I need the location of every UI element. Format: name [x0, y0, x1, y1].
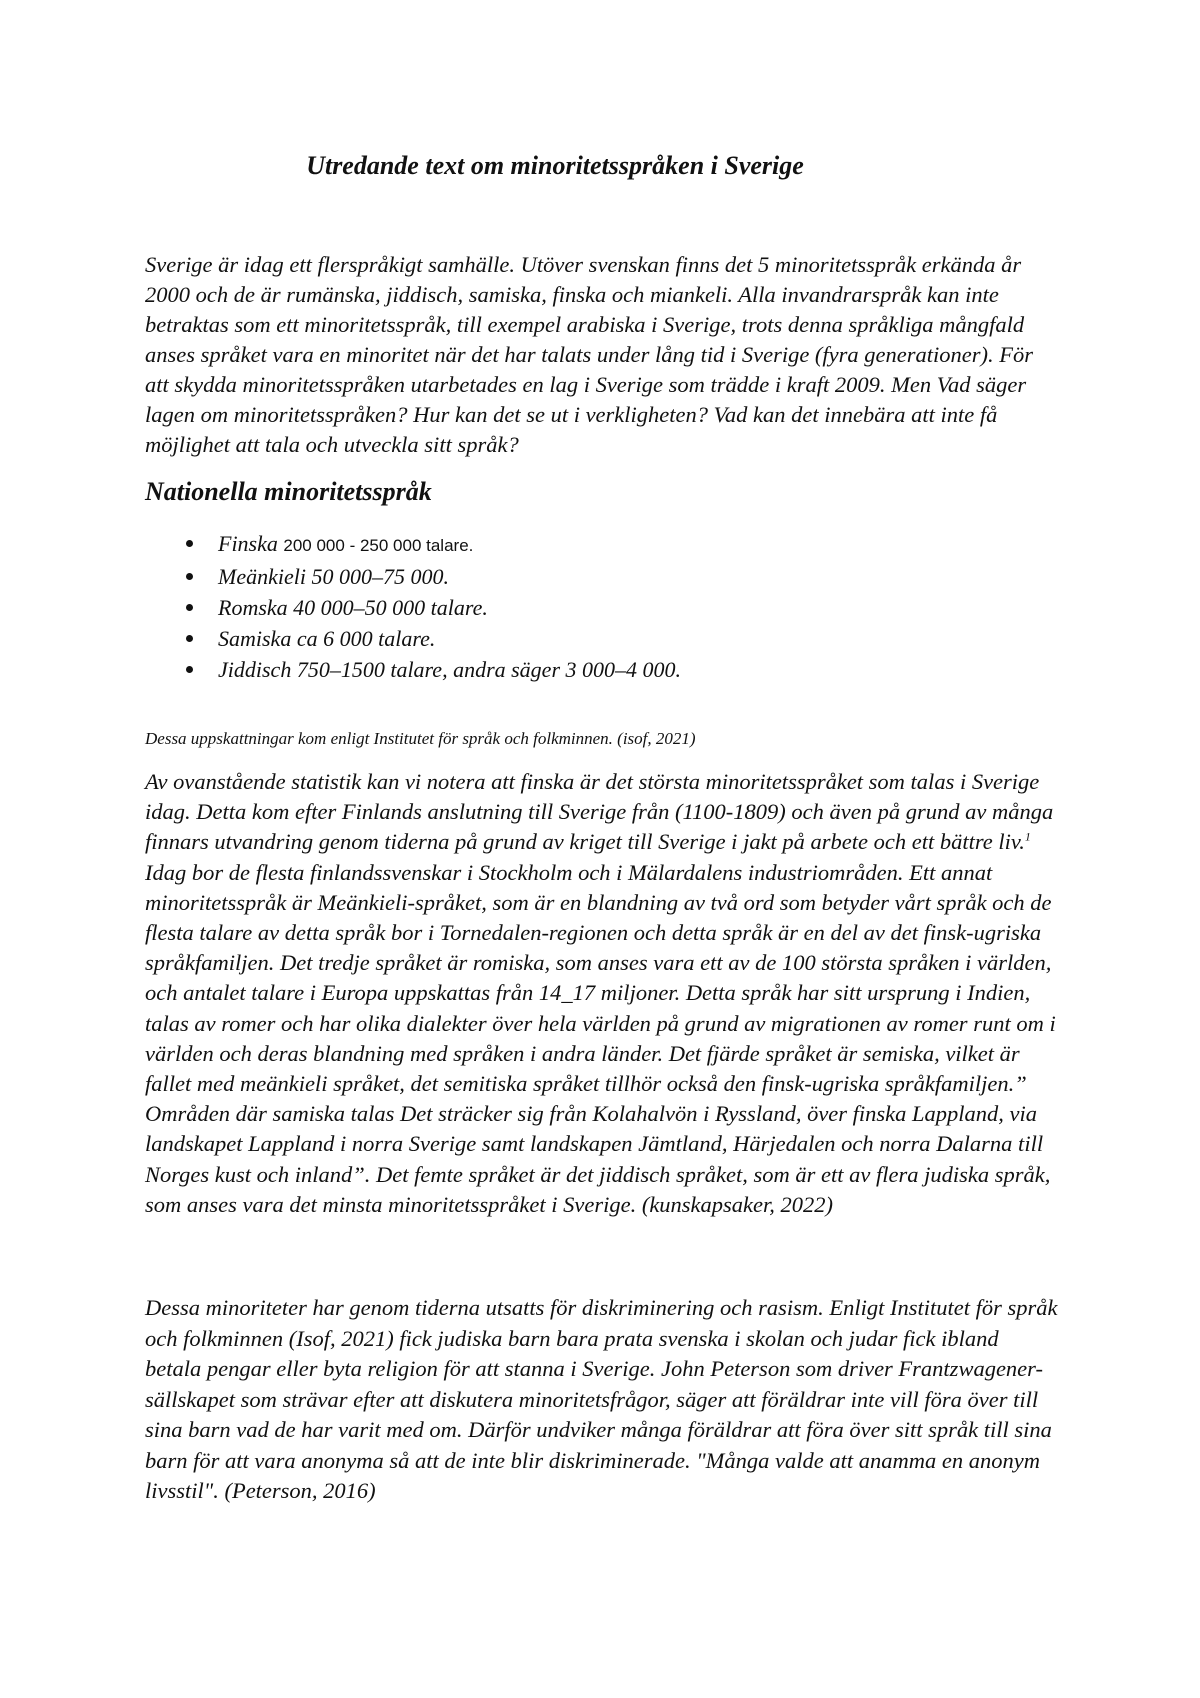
bullet-icon	[186, 666, 193, 673]
list-item	[180, 654, 681, 685]
intro-paragraph: Sverige är idag ett flerspråkigt samhälle. Utöver svenskan finns det 5 minoritetsspråk erkända år 2000 och de är rumänska, jiddisch, samiska, finska och miankeli. Alla invandrarspråk kan inte betraktas som ett minoritetsspråk, till exempel arabiska i Sverige, trots denna språkliga mångfald anses språket vara en minoritet när det har talats under lång tid i Sverige (fyra generationer). För att skydda minoritetsspråken utarbetades en lag i Sverige som trädde i kraft 2009. Men Vad säger lagen om minoritetsspråken? Hur kan det se ut i verkligheten? Vad kan det innebära att inte få möjlighet att tala och utveckla sitt språk?	[145, 252, 1034, 457]
list-item-detail: 750–1500 talare, andra säger 3 000–4 000.	[296, 657, 682, 682]
list-item-detail: 200 000 - 250 000 talare.	[283, 536, 474, 555]
list-item-detail: ca 6 000 talare.	[296, 626, 436, 651]
list-item-name: Meänkieli	[218, 564, 306, 589]
bullet-icon	[186, 604, 193, 611]
minority-language-list	[180, 528, 681, 685]
paragraph-text: Av ovanstående statistik kan vi notera att finska är det största minoritetsspråket som talas i Sverige idag. Detta kom efter Finlands anslutning till Sverige från (1100-1809) och även på grund av många finnars utvandring genom tiderna på grund av kriget till Sverige i jakt på arbete och ett bättre liv.	[145, 769, 1054, 855]
list-item	[180, 528, 681, 561]
discrimination-paragraph: Dessa minoriteter har genom tiderna utsatts för diskriminering och rasism. Enligt Institutet för språk och folkminnen (Isof, 2021) fick judiska barn bara prata svenska i skolan och judar fick ibland betala pengar eller byta religion för att stanna i Sverige. John Peterson som driver Frantzwagener- sällskapet som strävar efter att diskutera minoritetsfrågor, säger att föräldrar inte vill föra över till sina barn vad de har varit med om. Därför undviker många föräldrar att föra över sitt språk till sina barn för att vara anonyma så att de inte blir diskriminerade. "Många valde att anamma en anonym livsstil". (Peterson, 2016)	[145, 1295, 1058, 1503]
bullet-icon	[186, 540, 193, 547]
list-item	[180, 623, 681, 654]
list-item-name: Samiska	[218, 626, 292, 651]
section-heading: Nationella minoritetsspråk	[145, 477, 432, 506]
bullet-icon	[186, 635, 193, 642]
list-item-name: Romska	[218, 595, 288, 620]
statistics-paragraph	[145, 767, 1060, 1220]
footnote-marker[interactable]: 1	[1024, 829, 1031, 844]
bullet-icon	[186, 573, 193, 580]
list-item	[180, 561, 681, 592]
list-item-name: Finska	[218, 531, 278, 556]
list-item-detail: 50 000–75 000.	[311, 564, 449, 589]
list-item-name: Jiddisch	[218, 657, 292, 682]
list-item	[180, 592, 681, 623]
document-title: Utredande text om minoritetsspråken i Sverige	[306, 151, 804, 180]
source-note: Dessa uppskattningar kom enligt Institutet för språk och folkminnen. (isof, 2021)	[145, 729, 696, 748]
list-item-detail: 40 000–50 000 talare.	[293, 595, 488, 620]
paragraph-text: Idag bor de flesta finlandssvenskar i Stockholm och i Mälardalens industriområden. Ett annat minoritetsspråk är Meänkieli-språket, som är en blandning av två ord som betyder vårt språk och de flesta talare av detta språk bor i Tornedalen-regionen och detta språk är en del av det finsk-ugriska språkfamiljen. Det tredje språket är romiska, som anses vara ett av de 100 största språken i världen, och antalet talare i Europa uppskattas från 14_17 miljoner. Detta språk har sitt ursprung i Indien, talas av romer och har olika dialekter över hela världen på grund av migrationen av romer runt om i världen och deras blandning med språken i andra länder. Det fjärde språket är semiska, vilket är fallet med meänkieli språket, det semitiska språket tillhör också den finsk-ugriska språkfamiljen.” Områden där samiska talas Det sträcker sig från Kolahalvön i Ryssland, över finska Lappland, via landskapet Lappland i norra Sverige samt landskapen Jämtland, Härjedalen och norra Dalarna till Norges kust och inland”. Det femte språket är det jiddisch språket, som är ett av flera judiska språk, som anses vara det minsta minoritetsspråket i Sverige. (kunskapsaker, 2022)	[145, 859, 1056, 1217]
